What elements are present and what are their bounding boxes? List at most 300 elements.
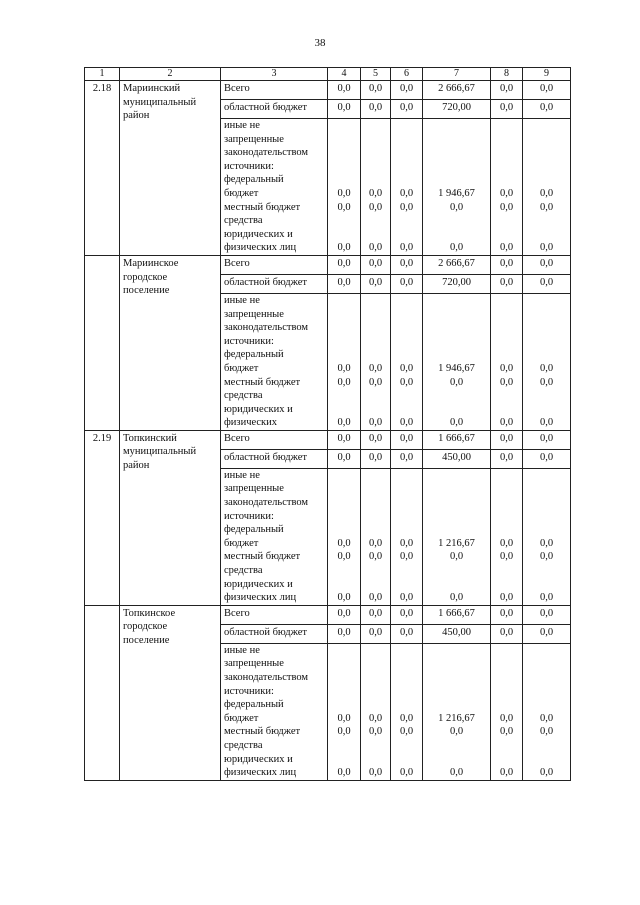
spacer-line: [426, 644, 487, 658]
value-local: 0,0: [539, 551, 554, 563]
value-federal: 0,0: [368, 537, 383, 549]
spacer-line: [526, 644, 567, 658]
source-label-regional: областной бюджет: [221, 274, 328, 293]
table-row-total: [85, 255, 571, 274]
value-cell-stack: [491, 643, 523, 780]
territory-name: [120, 255, 221, 430]
header-cell: 9: [523, 68, 571, 81]
spacer-line: [331, 308, 357, 322]
value-cell: 0,0: [328, 81, 361, 100]
spacer-line: [494, 564, 519, 578]
spacer-line: [494, 160, 519, 174]
value-cell-stack: [491, 119, 523, 256]
spacer-line: [364, 685, 387, 699]
value-federal: 0,0: [337, 712, 351, 724]
spacer-line: [494, 146, 519, 160]
value-cell: 450,00: [423, 624, 491, 643]
spacer-line: [394, 335, 419, 349]
spacer-line: [426, 698, 487, 712]
territory-name: [120, 430, 221, 605]
spacer-line: [331, 294, 357, 308]
value-cell: 0,0: [523, 274, 571, 293]
spacer-line: [426, 564, 487, 578]
header-cell: 3: [221, 68, 328, 81]
value-federal: 0,0: [337, 537, 351, 549]
source-label-line: источники:: [224, 335, 274, 347]
spacer-line: [426, 119, 487, 133]
header-cell: 8: [491, 68, 523, 81]
spacer-line: [426, 321, 487, 335]
spacer-line: [494, 348, 519, 362]
spacer-line: [526, 228, 567, 242]
value-cell-stack: [423, 293, 491, 430]
item-number: [85, 605, 120, 780]
value-legal: 0,0: [337, 242, 351, 254]
source-label-line: физических лиц: [224, 242, 297, 254]
value-cell: 0,0: [491, 624, 523, 643]
value-local: 0,0: [368, 726, 383, 738]
source-label-line: физических: [224, 417, 278, 429]
spacer-line: [364, 482, 387, 496]
value-cell: 0,0: [391, 430, 423, 449]
spacer-line: [331, 739, 357, 753]
source-label-other: [221, 119, 328, 256]
value-cell: 0,0: [391, 605, 423, 624]
spacer-line: [364, 644, 387, 658]
value-legal: 0,0: [499, 242, 514, 254]
value-cell-stack: [523, 468, 571, 605]
spacer-line: [364, 133, 387, 147]
value-cell: 0,0: [361, 605, 391, 624]
spacer-line: [364, 173, 387, 187]
value-legal: 0,0: [449, 767, 464, 779]
spacer-line: [331, 403, 357, 417]
source-label-line: юридических и: [224, 578, 293, 590]
spacer-line: [331, 119, 357, 133]
spacer-line: [426, 739, 487, 753]
value-cell: 0,0: [491, 274, 523, 293]
spacer-line: [394, 469, 419, 483]
source-label-line: иные не: [224, 469, 260, 481]
spacer-line: [394, 657, 419, 671]
source-label-line: юридических и: [224, 403, 293, 415]
value-cell: 0,0: [391, 624, 423, 643]
spacer-line: [526, 403, 567, 417]
value-local: 0,0: [337, 551, 351, 563]
spacer-line: [394, 348, 419, 362]
value-local: 0,0: [449, 376, 464, 388]
source-label-line: бюджет: [224, 712, 259, 724]
source-label-regional: областной бюджет: [221, 624, 328, 643]
spacer-line: [364, 348, 387, 362]
source-label-line: средства: [224, 390, 263, 402]
header-cell: 1: [85, 68, 120, 81]
source-label-line: иные не: [224, 120, 260, 131]
header-cell: 7: [423, 68, 491, 81]
value-local: 0,0: [499, 726, 514, 738]
value-cell-stack: [423, 119, 491, 256]
value-cell: 0,0: [361, 624, 391, 643]
value-cell-stack: [391, 643, 423, 780]
spacer-line: [331, 644, 357, 658]
territory-name-line: район: [123, 110, 150, 122]
value-local: 0,0: [399, 201, 414, 213]
spacer-line: [526, 389, 567, 403]
page-number: 38: [314, 37, 326, 49]
value-federal: 0,0: [399, 537, 414, 549]
value-legal: 0,0: [368, 417, 383, 429]
spacer-line: [494, 578, 519, 592]
spacer-line: [394, 119, 419, 133]
value-cell: 0,0: [491, 449, 523, 468]
value-local: 0,0: [539, 376, 554, 388]
spacer-line: [526, 496, 567, 510]
value-federal: 0,0: [368, 187, 383, 199]
source-label-total: Всего: [221, 81, 328, 100]
value-local: 0,0: [399, 726, 414, 738]
spacer-line: [526, 698, 567, 712]
value-federal: 0,0: [499, 187, 514, 199]
spacer-line: [331, 496, 357, 510]
spacer-line: [364, 403, 387, 417]
spacer-line: [494, 523, 519, 537]
source-label-line: федеральный: [224, 174, 284, 186]
value-federal: 0,0: [499, 712, 514, 724]
spacer-line: [394, 578, 419, 592]
spacer-line: [331, 173, 357, 187]
value-local: 0,0: [449, 551, 464, 563]
spacer-line: [426, 578, 487, 592]
spacer-line: [394, 294, 419, 308]
source-label-line: местный бюджет: [224, 201, 301, 213]
territory-name: [120, 81, 221, 256]
value-cell: 0,0: [361, 274, 391, 293]
value-cell: 1 666,67: [423, 430, 491, 449]
spacer-line: [426, 308, 487, 322]
source-label-line: физических лиц: [224, 592, 297, 604]
spacer-line: [394, 214, 419, 228]
value-federal: 1 946,67: [438, 362, 475, 374]
spacer-line: [494, 335, 519, 349]
value-cell: 0,0: [491, 100, 523, 119]
source-label-line: местный бюджет: [224, 726, 301, 738]
spacer-line: [494, 510, 519, 524]
spacer-line: [394, 671, 419, 685]
spacer-line: [394, 685, 419, 699]
spacer-line: [426, 510, 487, 524]
spacer-line: [364, 214, 387, 228]
spacer-line: [426, 133, 487, 147]
value-legal: 0,0: [539, 767, 554, 779]
value-local: 0,0: [337, 201, 351, 213]
spacer-line: [364, 308, 387, 322]
spacer-line: [331, 348, 357, 362]
spacer-line: [394, 389, 419, 403]
territory-name-line: Топкинское: [123, 607, 176, 619]
spacer-line: [494, 321, 519, 335]
spacer-line: [364, 510, 387, 524]
spacer-line: [331, 510, 357, 524]
source-label-line: источники:: [224, 160, 274, 172]
spacer-line: [364, 321, 387, 335]
value-local: 0,0: [337, 726, 351, 738]
value-cell-stack: [423, 643, 491, 780]
spacer-line: [526, 294, 567, 308]
spacer-line: [526, 214, 567, 228]
spacer-line: [364, 564, 387, 578]
source-label-line: источники:: [224, 510, 274, 522]
value-cell: 0,0: [328, 255, 361, 274]
value-cell: 450,00: [423, 449, 491, 468]
spacer-line: [331, 335, 357, 349]
value-cell: 0,0: [523, 100, 571, 119]
source-label-regional: областной бюджет: [221, 449, 328, 468]
table-header-row: [85, 68, 571, 81]
value-local: 0,0: [337, 376, 351, 388]
spacer-line: [426, 657, 487, 671]
source-label-line: иные не: [224, 644, 260, 656]
value-cell: 0,0: [523, 449, 571, 468]
source-label-line: физических лиц: [224, 767, 297, 779]
spacer-line: [494, 671, 519, 685]
spacer-line: [331, 698, 357, 712]
value-cell: 0,0: [523, 81, 571, 100]
source-label-line: юридических и: [224, 753, 293, 765]
territory-name-line: муниципальный: [123, 96, 197, 108]
spacer-line: [526, 308, 567, 322]
spacer-line: [364, 119, 387, 133]
value-local: 0,0: [449, 201, 464, 213]
spacer-line: [526, 578, 567, 592]
value-cell: 0,0: [361, 100, 391, 119]
spacer-line: [426, 753, 487, 767]
spacer-line: [331, 214, 357, 228]
value-legal: 0,0: [449, 242, 464, 254]
value-federal: 0,0: [499, 537, 514, 549]
value-local: 0,0: [368, 201, 383, 213]
value-legal: 0,0: [399, 417, 414, 429]
value-cell: 0,0: [328, 624, 361, 643]
spacer-line: [331, 671, 357, 685]
value-legal: 0,0: [368, 592, 383, 604]
table-row-total: [85, 81, 571, 100]
spacer-line: [394, 739, 419, 753]
value-federal: 0,0: [539, 712, 554, 724]
header-cell: 4: [328, 68, 361, 81]
spacer-line: [426, 469, 487, 483]
value-local: 0,0: [539, 726, 554, 738]
spacer-line: [526, 482, 567, 496]
header-cell: 6: [391, 68, 423, 81]
value-cell-stack: [361, 119, 391, 256]
spacer-line: [394, 146, 419, 160]
source-label-line: запрещенные: [224, 133, 284, 145]
territory-name-line: поселение: [123, 635, 170, 646]
item-number: 2.19: [85, 430, 120, 605]
spacer-line: [364, 160, 387, 174]
spacer-line: [331, 523, 357, 537]
value-cell-stack: [328, 643, 361, 780]
spacer-line: [364, 389, 387, 403]
value-legal: 0,0: [337, 417, 351, 429]
source-label-line: запрещенные: [224, 483, 284, 495]
spacer-line: [394, 160, 419, 174]
spacer-line: [426, 214, 487, 228]
spacer-line: [394, 753, 419, 767]
spacer-line: [526, 335, 567, 349]
spacer-line: [426, 685, 487, 699]
spacer-line: [394, 228, 419, 242]
table-row-total: [85, 605, 571, 624]
value-cell: 2 666,67: [423, 255, 491, 274]
spacer-line: [364, 469, 387, 483]
value-local: 0,0: [368, 376, 383, 388]
spacer-line: [394, 496, 419, 510]
value-federal: 1 216,67: [438, 537, 475, 549]
spacer-line: [526, 753, 567, 767]
spacer-line: [494, 228, 519, 242]
source-label-other: [221, 468, 328, 605]
spacer-line: [331, 160, 357, 174]
spacer-line: [364, 753, 387, 767]
territory-name-line: Мариинское: [123, 257, 179, 269]
spacer-line: [526, 510, 567, 524]
spacer-line: [426, 496, 487, 510]
spacer-line: [331, 146, 357, 160]
spacer-line: [426, 335, 487, 349]
source-label-line: запрещенные: [224, 658, 284, 670]
spacer-line: [331, 389, 357, 403]
value-cell-stack: [491, 468, 523, 605]
spacer-line: [494, 133, 519, 147]
value-cell: 720,00: [423, 274, 491, 293]
value-cell: 0,0: [491, 605, 523, 624]
spacer-line: [526, 671, 567, 685]
value-federal: 0,0: [368, 362, 383, 374]
source-label-line: источники:: [224, 685, 274, 697]
spacer-line: [426, 228, 487, 242]
header-cell: 2: [120, 68, 221, 81]
spacer-line: [526, 523, 567, 537]
spacer-line: [526, 685, 567, 699]
value-cell: 0,0: [361, 430, 391, 449]
territory-name-line: Топкинский: [123, 432, 177, 444]
value-cell-stack: [391, 468, 423, 605]
spacer-line: [526, 321, 567, 335]
territory-name-line: муниципальный: [123, 446, 197, 458]
value-cell: 0,0: [361, 449, 391, 468]
spacer-line: [526, 146, 567, 160]
spacer-line: [331, 685, 357, 699]
source-label-line: средства: [224, 565, 263, 577]
value-cell-stack: [523, 119, 571, 256]
spacer-line: [394, 133, 419, 147]
spacer-line: [426, 403, 487, 417]
spacer-line: [494, 482, 519, 496]
value-cell: 0,0: [523, 255, 571, 274]
spacer-line: [331, 228, 357, 242]
value-federal: 0,0: [539, 537, 554, 549]
value-cell: 0,0: [491, 81, 523, 100]
source-label-line: бюджет: [224, 187, 259, 199]
spacer-line: [394, 564, 419, 578]
spacer-line: [494, 698, 519, 712]
spacer-line: [394, 173, 419, 187]
spacer-line: [331, 564, 357, 578]
value-cell-stack: [361, 468, 391, 605]
spacer-line: [426, 523, 487, 537]
value-federal: 1 216,67: [438, 712, 475, 724]
spacer-line: [394, 510, 419, 524]
item-number: [85, 255, 120, 430]
value-cell-stack: [328, 119, 361, 256]
value-legal: 0,0: [337, 592, 351, 604]
value-legal: 0,0: [499, 592, 514, 604]
spacer-line: [426, 482, 487, 496]
value-cell: 2 666,67: [423, 81, 491, 100]
value-legal: 0,0: [337, 767, 351, 779]
value-local: 0,0: [499, 376, 514, 388]
value-federal: 0,0: [368, 712, 383, 724]
spacer-line: [331, 753, 357, 767]
value-cell: 0,0: [328, 449, 361, 468]
source-label-line: федеральный: [224, 349, 284, 361]
spacer-line: [494, 685, 519, 699]
territory-name-line: район: [123, 460, 150, 472]
value-cell-stack: [391, 293, 423, 430]
value-federal: 0,0: [399, 362, 414, 374]
value-legal: 0,0: [399, 592, 414, 604]
value-cell-stack: [361, 643, 391, 780]
source-label-line: законодательством: [224, 147, 309, 159]
value-local: 0,0: [399, 551, 414, 563]
source-label-line: средства: [224, 215, 263, 227]
spacer-line: [494, 294, 519, 308]
source-label-other: [221, 643, 328, 780]
source-label-line: средства: [224, 739, 263, 751]
item-number: 2.18: [85, 81, 120, 256]
value-cell: 720,00: [423, 100, 491, 119]
spacer-line: [526, 469, 567, 483]
budget-table-body: [85, 68, 571, 781]
value-federal: 0,0: [539, 187, 554, 199]
spacer-line: [494, 469, 519, 483]
source-label-line: бюджет: [224, 362, 259, 374]
source-label-line: законодательством: [224, 497, 309, 509]
value-cell: 0,0: [523, 605, 571, 624]
spacer-line: [364, 146, 387, 160]
value-cell: 0,0: [391, 274, 423, 293]
spacer-line: [526, 739, 567, 753]
spacer-line: [331, 657, 357, 671]
value-federal: 0,0: [399, 187, 414, 199]
value-legal: 0,0: [499, 767, 514, 779]
spacer-line: [494, 403, 519, 417]
value-local: 0,0: [499, 201, 514, 213]
spacer-line: [426, 671, 487, 685]
source-label-line: федеральный: [224, 699, 284, 711]
value-cell-stack: [523, 293, 571, 430]
source-label-line: иные не: [224, 294, 260, 306]
value-federal: 0,0: [539, 362, 554, 374]
value-cell: 0,0: [328, 274, 361, 293]
spacer-line: [494, 214, 519, 228]
value-legal: 0,0: [499, 417, 514, 429]
value-legal: 0,0: [449, 592, 464, 604]
spacer-line: [364, 578, 387, 592]
spacer-line: [364, 698, 387, 712]
value-cell: 0,0: [328, 100, 361, 119]
